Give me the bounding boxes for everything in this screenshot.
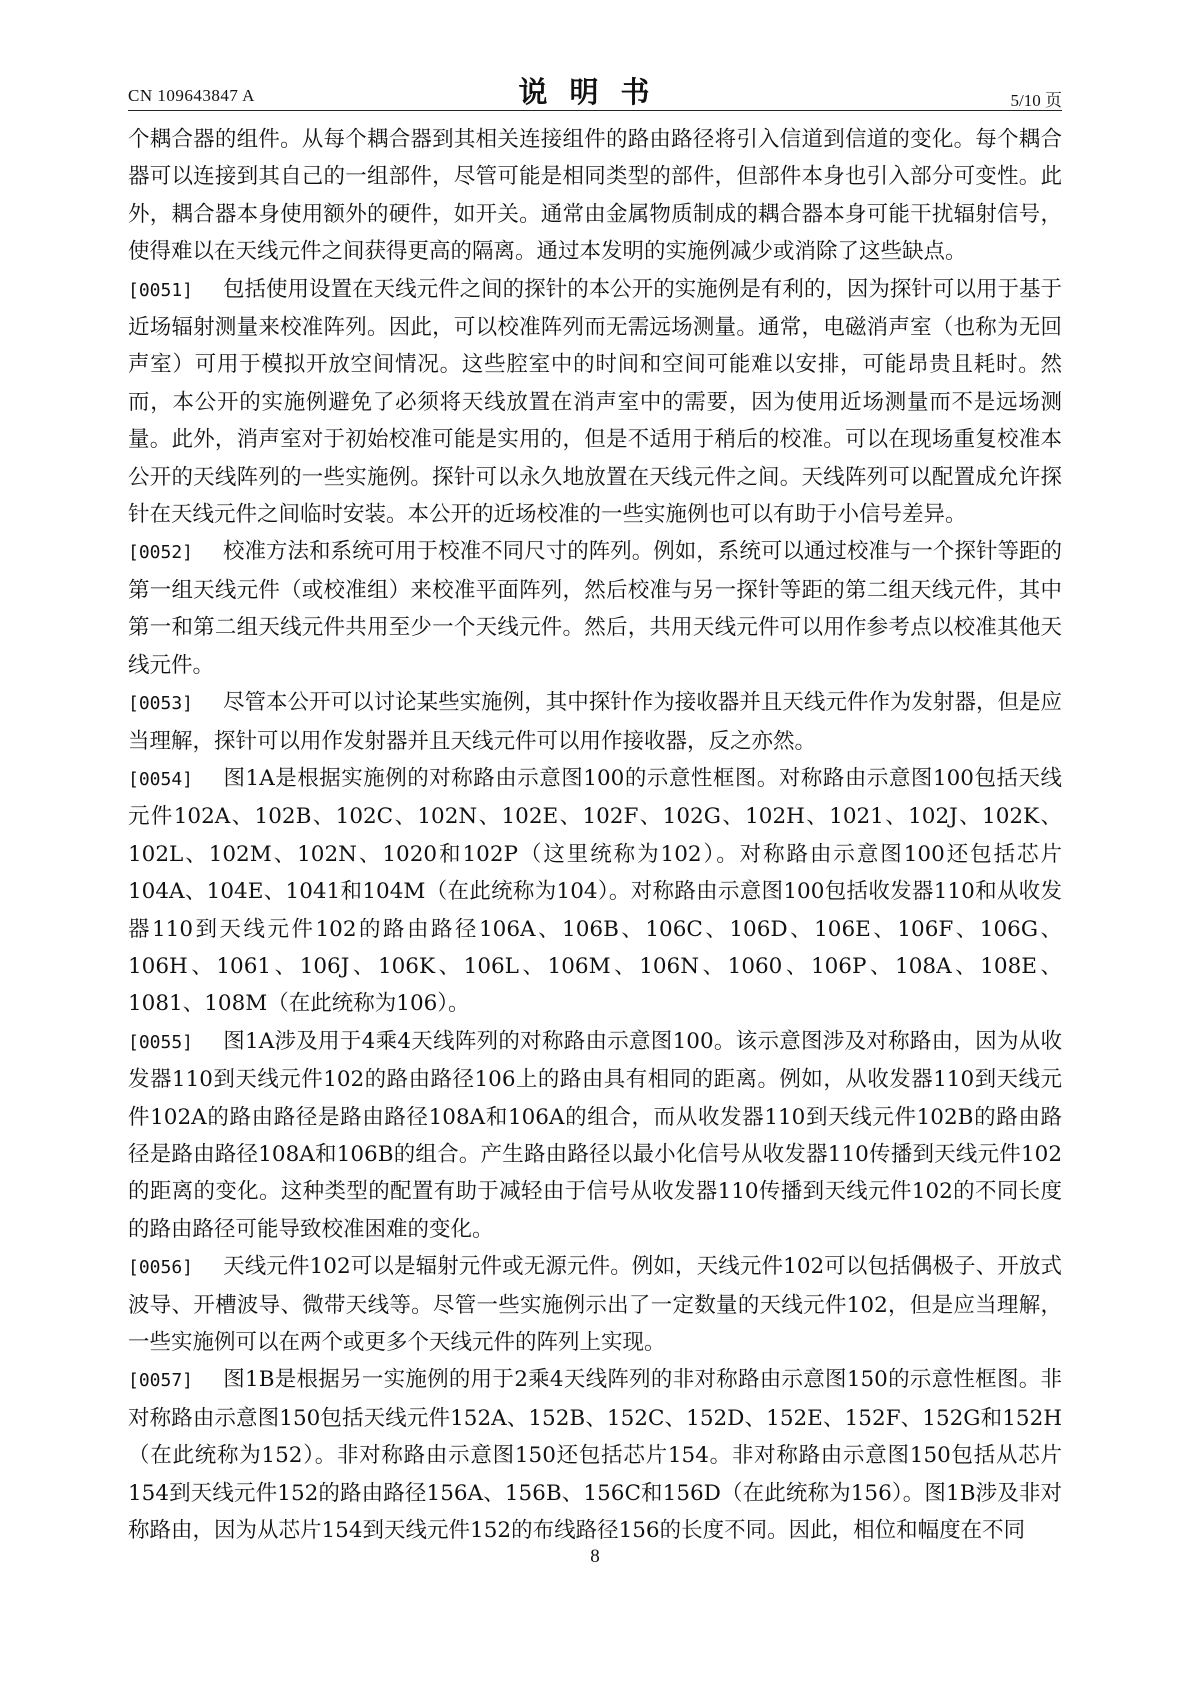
paragraph-0057: [128, 1361, 1062, 1549]
paragraph-number: [0057]: [128, 1370, 194, 1392]
paragraph-number: [0051]: [128, 279, 194, 301]
paragraph-text: 天线元件102可以是辐射元件或无源元件。例如，天线元件102可以包括偶极子、开放式波导、开槽波导、微带天线等。尽管一些实施例示出了一定数量的天线元件102，但是应当理解，一些实施例可以在两个或更多个天线元件的阵列上实现。: [128, 1254, 1062, 1355]
page-header: [0, 64, 1190, 114]
paragraph-text: 个耦合器的组件。从每个耦合器到其相关连接组件的路由路径将引入信道到信道的变化。每个耦合器可以连接到其自己的一组部件，尽管可能是相同类型的部件，但部件本身也引入部分可变性。此外，耦合器本身使用额外的硬件，如开关。通常由金属物质制成的耦合器本身可能干扰辐射信号，使得难以在天线元件之间获得更高的隔离。通过本发明的实施例减少或消除了这些缺点。: [128, 127, 1062, 265]
paragraph-0052: [128, 533, 1062, 684]
paragraph-text: 包括使用设置在天线元件之间的探针的本公开的实施例是有利的，因为探针可以用于基于近场辐射测量来校准阵列。因此，可以校准阵列而无需远场测量。通常，电磁消声室（也称为无回声室）可用于模拟开放空间情况。这些腔室中的时间和空间可能难以安排，可能昂贵且耗时。然而，本公开的实施例避免了必须将天线放置在消声室中的需要，因为使用近场测量而不是远场测量。此外，消声室对于初始校准可能是实用的，但是不适用于稍后的校准。可以在现场重复校准本公开的天线阵列的一些实施例。探针可以永久地放置在天线元件之间。天线阵列可以配置成允许探针在天线元件之间临时安装。本公开的近场校准的一些实施例也可以有助于小信号差异。: [128, 276, 1062, 528]
paragraph-text: 图1B是根据另一实施例的用于2乘4天线阵列的非对称路由示意图150的示意性框图。非对称路由示意图150包括天线元件152A、152B、152C、152D、152E、152F、152G和152H（在此统称为152）。非对称路由示意图150还包括芯片154。非对称路由示意图150包括从芯片154到天线元件152的路由路径156A、156B、156C和156D（在此统称为156）。图1B涉及非对称路由，因为从芯片154到天线元件152的布线路径156的长度不同。因此，相位和幅度在不同: [128, 1367, 1062, 1544]
paragraph-number: [0056]: [128, 1257, 194, 1279]
document-body: [128, 121, 1062, 1549]
paragraph-number: [0053]: [128, 693, 194, 715]
page-number: 8: [590, 1546, 600, 1567]
paragraph-number: [0052]: [128, 542, 194, 564]
document-title: 说明书: [518, 75, 672, 109]
paragraph-text: 尽管本公开可以讨论某些实施例，其中探针作为接收器并且天线元件作为发射器，但是应当理解，探针可以用作发射器并且天线元件可以用作接收器，反之亦然。: [128, 690, 1062, 754]
paragraph-0056: [128, 1248, 1062, 1361]
paragraph-text: 图1A是根据实施例的对称路由示意图100的示意性框图。对称路由示意图100包括天线元件102A、102B、102C、102N、102E、102F、102G、102H、1021、102J、102K、102L、102M、102N、1020和102P（这里统称为102）。对称路由示意图100还包括芯片104A、104E、1041和104M（在此统称为104）。对称路由示意图100包括收发器110和从收发器110到天线元件102的路由路径106A、106B、106C、106D、106E、106F、106G、106H、1061、106J、106K、106L、106M、106N、1060、106P、108A、108E、1081、108M（在此统称为106）。: [128, 765, 1062, 1017]
paragraph-number: [0055]: [128, 1031, 194, 1053]
paragraph-0054: [128, 760, 1062, 1023]
paragraph-text: 图1A涉及用于4乘4天线阵列的对称路由示意图100。该示意图涉及对称路由，因为从收发器110到天线元件102的路由路径106上的路由具有相同的距离。例如，从收发器110到天线元件102A的路由路径是路由路径108A和106A的组合，而从收发器110到天线元件102B的路由路径是路由路径108A和106B的组合。产生路由路径以最小化信号从收发器110传播到天线元件102的距离的变化。这种类型的配置有助于减轻由于信号从收发器110传播到天线元件102的不同长度的路由路径可能导致校准困难的变化。: [128, 1028, 1062, 1242]
publication-number: CN 109643847 A: [128, 86, 255, 105]
paragraph-0053: [128, 684, 1062, 760]
page-indicator: 5/10 页: [1010, 91, 1062, 110]
paragraph-0055: [128, 1023, 1062, 1248]
paragraph-text: 校准方法和系统可用于校准不同尺寸的阵列。例如，系统可以通过校准与一个探针等距的第一组天线元件（或校准组）来校准平面阵列，然后校准与另一探针等距的第二组天线元件，其中第一和第二组天线元件共用至少一个天线元件。然后，共用天线元件可以用作参考点以校准其他天线元件。: [128, 539, 1062, 678]
header-rule: [128, 110, 1062, 111]
paragraph-0051: [128, 271, 1062, 534]
paragraph-continuation: [128, 121, 1062, 271]
paragraph-number: [0054]: [128, 768, 194, 790]
